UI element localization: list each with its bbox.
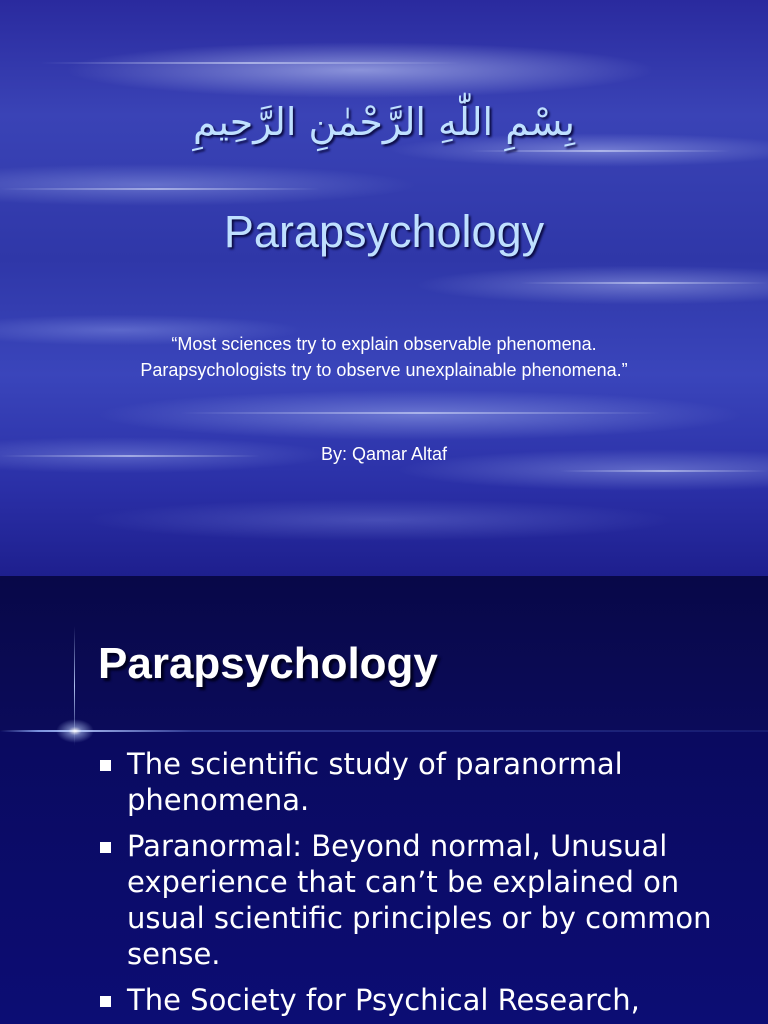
list-item [100,746,740,818]
square-bullet-icon [100,760,111,771]
square-bullet-icon [100,996,111,1007]
list-item [100,982,740,1018]
list-item-text: The scientific study of paranormal phenomena. [127,747,623,817]
quote-text: “Most sciences try to explain observable phenomena. Parapsychologists try to observe unexplainable phenomena.” [140,334,628,380]
content-slide [0,576,768,1024]
cloud-streak [180,412,660,414]
list-item-text: The Society for Psychical Research, [127,983,640,1017]
slide-title: Parapsychology [223,206,545,257]
bismillah-text: بِسْمِ اللّٰهِ الرَّحْمٰنِ الرَّحِيمِ [193,100,575,144]
author-byline: By: Qamar Altaf [320,444,448,464]
cloud-streak [520,282,768,284]
list-item-text: Paranormal: Beyond normal, Unusual experience that can’t be explained on usual scientific principles or by common sense. [127,829,712,971]
cloud-streak [470,150,730,152]
cloud-streak [560,470,768,472]
slide-title: Parapsychology [98,639,438,688]
list-item [100,828,740,972]
divider-horizontal [0,730,768,732]
square-bullet-icon [100,842,111,853]
sparkle-icon [56,719,94,743]
bullet-list [100,746,740,1024]
cloud-streak [40,62,460,64]
cloud-streak [0,188,320,190]
